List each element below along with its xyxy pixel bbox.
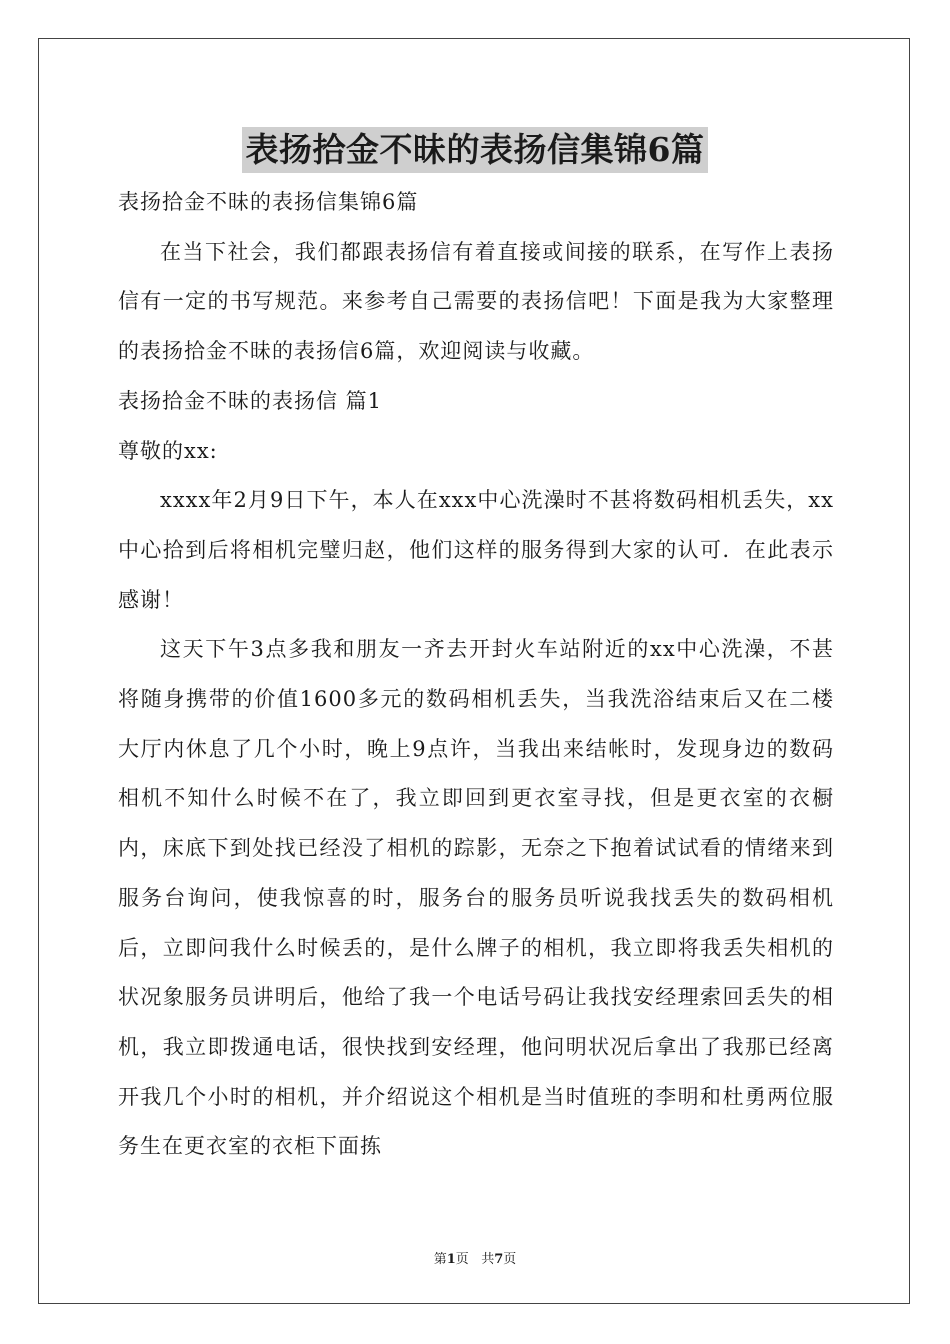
salutation: 尊敬的xx: <box>118 438 218 463</box>
paragraph: xxxx年2月9日下午，本人在xxx中心洗澡时不甚将数码相机丢失，xx中心拾到后将相机完璧归赵，他们这样的服务得到大家的认可．在此表示感谢！ <box>118 488 834 612</box>
title-wrap <box>0 127 950 173</box>
footer-total-prefix: 共 <box>481 1252 495 1267</box>
footer-page-number: 1 <box>446 1252 456 1267</box>
footer-total-pages: 7 <box>494 1252 504 1267</box>
footer-prefix: 第 <box>433 1252 447 1267</box>
page-footer <box>0 1248 950 1267</box>
document-body <box>118 178 834 1172</box>
paragraph: 在当下社会，我们都跟表扬信有着直接或间接的联系，在写作上表扬信有一定的书写规范。来参考自己需要的表扬信吧！下面是我为大家整理的表扬拾金不昧的表扬信6篇，欢迎阅读与收藏。 <box>118 239 834 364</box>
footer-total-suffix: 页 <box>503 1252 517 1267</box>
paragraph: 这天下午3点多我和朋友一齐去开封火车站附近的xx中心洗澡，不甚将随身携带的价值1600多元的数码相机丢失，当我洗浴结束后又在二楼大厅内休息了几个小时，晚上9点许，当我出来结帐时，发现身边的数码相机不知什么时候不在了，我立即回到更衣室寻找，但是更衣室的衣橱内，床底下到处找已经没了相机的踪影，无奈之下抱着试试看的情绪来到服务台询问，使我惊喜的时，服务台的服务员听说我找丢失的数码相机后，立即问我什么时候丢的，是什么牌子的相机，我立即将我丢失相机的状况象服务员讲明后，他给了我一个电话号码让我找安经理索回丢失的相机，我立即拨通电话，很快找到安经理，他问明状况后拿出了我那已经离开我几个小时的相机，并介绍说这个相机是当时值班的李明和杜勇两位服务生在更衣室的衣柜下面拣 <box>118 637 834 1159</box>
section-heading: 表扬拾金不昧的表扬信 篇1 <box>118 388 383 413</box>
paragraph: 表扬拾金不昧的表扬信集锦6篇 <box>118 190 419 214</box>
footer-page-suffix: 页 <box>455 1252 469 1267</box>
page-title: 表扬拾金不昧的表扬信集锦6篇 <box>242 127 709 173</box>
